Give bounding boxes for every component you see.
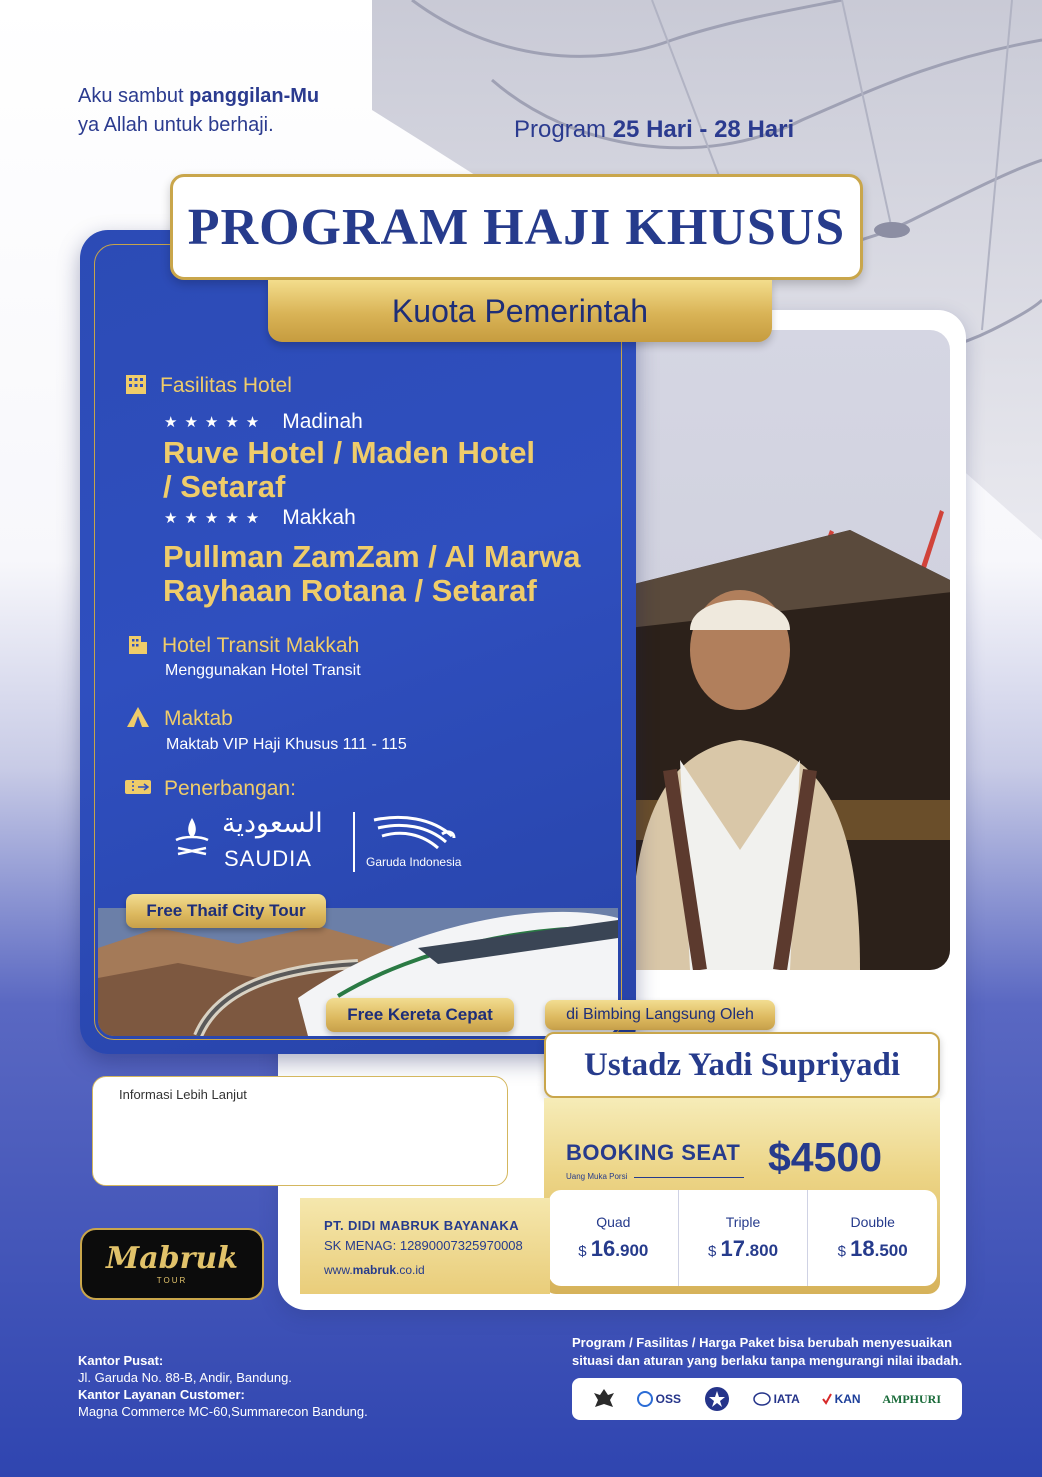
madinah-hotels: Ruve Hotel / Maden Hotel / Setaraf: [163, 435, 536, 504]
price-triple: Triple $ 17.800: [678, 1190, 808, 1286]
oss-logo: OSS: [637, 1391, 681, 1407]
madinah-row: [164, 410, 363, 434]
flight-section-header: Penerbangan:: [124, 777, 296, 801]
city-madinah: Madinah: [282, 410, 363, 433]
title-text: PROGRAM HAJI KHUSUS: [187, 198, 846, 256]
more-info-label: Informasi Lebih Lanjut: [119, 1087, 247, 1102]
saudia-latin-name: SAUDIA: [224, 846, 312, 871]
company-name: PT. DIDI MABRUK BAYANAKA: [324, 1218, 519, 1233]
subtitle-banner: [268, 280, 772, 342]
garuda-emblem-icon: [593, 1387, 615, 1411]
kan-logo: KAN: [822, 1392, 861, 1406]
booking-seat-label: BOOKING SEAT: [566, 1140, 741, 1165]
tagline: Aku sambut panggilan-Mu ya Allah untuk berhaji.: [78, 85, 320, 136]
thaif-tour-badge: Free Thaif City Tour: [126, 894, 326, 928]
disclaimer: Program / Fasilitas / Harga Paket bisa berubah menyesuaikan situasi dan aturan yang berlaku tanpa mengurangi nilai ibadah.: [572, 1335, 963, 1368]
five-star-rating: ★★★★★: [164, 509, 267, 527]
saudia-arabic-name: السعودية: [222, 808, 323, 839]
saudia-logo-icon: [166, 814, 218, 870]
subtitle-text: Kuota Pemerintah: [391, 292, 649, 329]
company-license: SK MENAG: 12890007325970008: [324, 1238, 523, 1253]
transit-section-header: Hotel Transit Makkah: [126, 632, 359, 660]
certification-logos: [572, 1378, 962, 1420]
train-badge: Free Kereta Cepat: [326, 998, 514, 1032]
maktab-description: Maktab VIP Haji Khusus 111 - 115: [166, 736, 407, 753]
makkah-hotels: Pullman ZamZam / Al Marwa Rayhaan Rotana / Setaraf: [163, 539, 581, 608]
ustadz-name: Ustadz Yadi Supriyadi: [583, 1046, 901, 1083]
iata-logo: IATA: [753, 1392, 800, 1406]
booking-price: $4500: [768, 1134, 883, 1180]
booking-sub-label: Uang Muka Porsi: [566, 1172, 628, 1181]
city-makkah: Makkah: [282, 506, 356, 529]
company-website[interactable]: www.mabruk.co.id: [324, 1263, 425, 1277]
amphuri-logo: AMPHURI: [882, 1391, 942, 1406]
program-duration: Program 25 Hari - 28 Hari: [514, 116, 795, 143]
booking-underline: [634, 1177, 744, 1178]
garuda-bird-icon: [372, 812, 456, 856]
makkah-row: [164, 506, 356, 530]
ticket-icon: [124, 778, 152, 800]
office-addresses: Kantor Pusat: Jl. Garuda No. 88-B, Andir, Bandung. Kantor Layanan Customer: Magna Commerce MC-60,Summarecon Bandung.: [78, 1353, 368, 1419]
kemenag-emblem-icon: [703, 1385, 731, 1413]
garuda-name: Garuda Indonesia: [366, 855, 462, 869]
five-star-rating: ★★★★★: [164, 413, 267, 431]
airline-divider: [353, 812, 355, 872]
hotel-transit-icon: [126, 632, 150, 660]
mabruk-logo: Mabruk TOUR: [80, 1228, 264, 1300]
hotel-section-header: Fasilitas Hotel: [124, 372, 292, 399]
tent-icon: [126, 706, 150, 732]
ustadz-photo: [590, 330, 950, 970]
ustadz-name-box: [544, 1032, 940, 1098]
building-icon: [124, 372, 148, 399]
price-quad: Quad $ 16.900: [578, 1214, 649, 1261]
price-double: Double $ 18.500: [807, 1190, 937, 1286]
main-title: [170, 174, 863, 280]
guide-label: di Bimbing Langsung Oleh: [545, 1000, 775, 1030]
transit-description: Menggunakan Hotel Transit: [165, 662, 361, 679]
maktab-section-header: Maktab: [126, 706, 233, 732]
room-price-table: [549, 1190, 937, 1286]
